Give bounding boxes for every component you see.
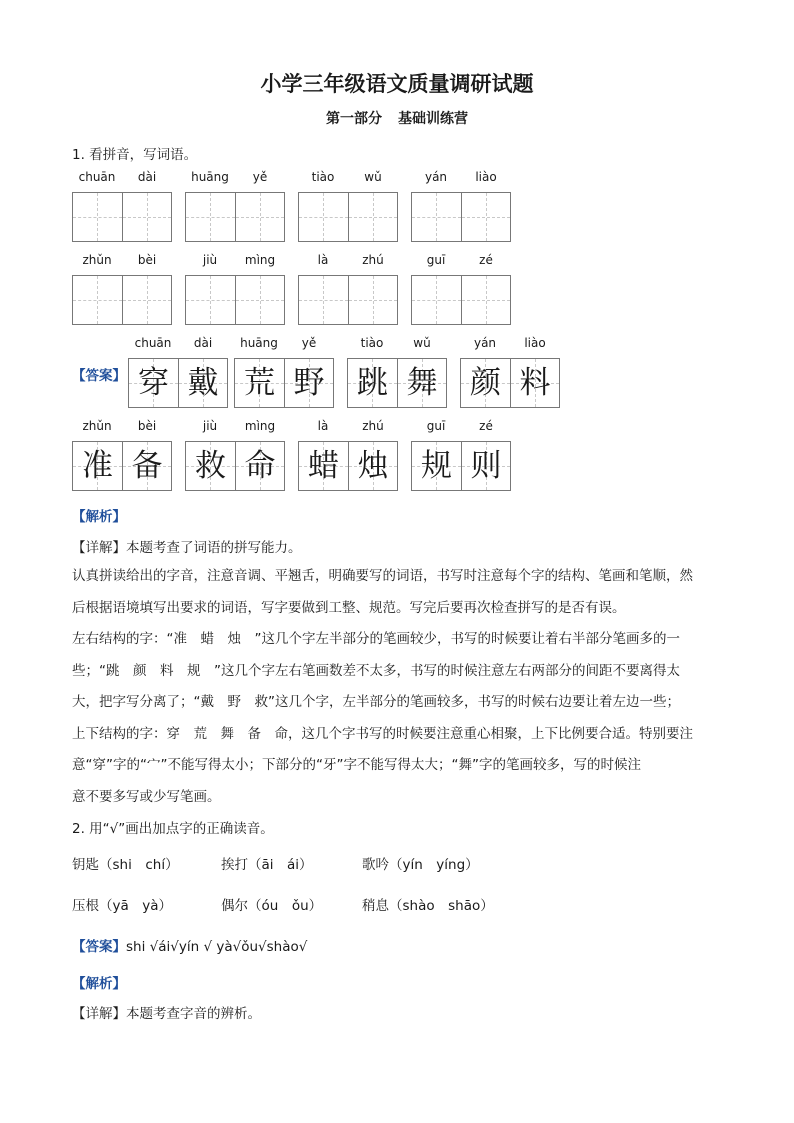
- analysis-label-1: 【解析】: [72, 509, 126, 525]
- pinyin-label: bèi: [137, 253, 157, 267]
- tianzige-cell[interactable]: [235, 276, 284, 324]
- tianzige-cell[interactable]: [73, 276, 122, 324]
- answer-text-2: shi √ái√yín √ yà√ǒu√shào√: [126, 939, 308, 955]
- tianzige-cell[interactable]: [122, 193, 171, 241]
- pinyin-label: huāng: [240, 336, 278, 350]
- tianzige-cell[interactable]: [348, 193, 397, 241]
- explanation-paragraph: [72, 561, 724, 813]
- writing-grid[interactable]: [411, 275, 511, 325]
- pinyin-label: dài: [193, 336, 213, 350]
- tianzige-cell: [412, 442, 461, 490]
- tianzige-cell[interactable]: [348, 276, 397, 324]
- answer-word-grid: [411, 441, 511, 491]
- analysis-label-2: 【解析】: [72, 976, 126, 992]
- guide-line: [210, 193, 211, 241]
- subtitle-part: 第一部分: [326, 111, 382, 127]
- answer-character: 戴: [187, 364, 219, 401]
- pinyin-label: là: [317, 419, 329, 433]
- pinyin-label: jiù: [202, 419, 218, 433]
- paragraph-line: 大，把字写分离了；“戴 野 救”这几个字，左半部分的笔画较多，书写的时候右边要让着左边一些；: [72, 694, 680, 710]
- paragraph-line: 些；“跳 颜 料 规 ”这几个字左右笔画数差不太多，书写的时候注意左右两部分的间距不要离得太: [72, 662, 680, 679]
- answer-word-grid: [185, 441, 285, 491]
- answer-character: 烛: [357, 447, 389, 484]
- answer-character: 备: [131, 447, 163, 484]
- pinyin-label: bèi: [137, 419, 157, 433]
- tianzige-cell: [186, 442, 235, 490]
- detail-label-2: 【详解】: [72, 1006, 126, 1022]
- tianzige-cell: [235, 442, 284, 490]
- paragraph-line: 意“穿”字的“宀”不能写得太小；下部分的“牙”字不能写得太大；“舞”字的笔画较多，写的时候注: [72, 757, 641, 773]
- guide-line: [323, 276, 324, 324]
- question-1-prompt: 1. 看拼音，写词语。: [72, 147, 198, 163]
- tianzige-cell: [348, 442, 397, 490]
- pinyin-label: zé: [479, 419, 493, 433]
- tianzige-cell[interactable]: [299, 276, 348, 324]
- option-item: 压根（yā yà）: [72, 898, 173, 914]
- pinyin-label: guī: [426, 419, 446, 433]
- tianzige-cell: [348, 359, 397, 407]
- answer-character: 则: [470, 447, 502, 484]
- guide-line: [97, 193, 98, 241]
- tianzige-cell[interactable]: [186, 193, 235, 241]
- tianzige-cell[interactable]: [122, 276, 171, 324]
- answer-character: 颜: [469, 364, 501, 401]
- detail-label-1: 【详解】: [72, 540, 126, 556]
- tianzige-cell[interactable]: [461, 193, 510, 241]
- paragraph-line: 认真拼读给出的字音，注意音调、平翘舌，明确要写的词语，书写时注意每个字的结构、笔画和笔顺，然: [72, 568, 693, 584]
- tianzige-cell: [284, 359, 333, 407]
- pinyin-label: tiào: [311, 170, 335, 184]
- answer-word-grid: [128, 358, 228, 408]
- tianzige-cell: [397, 359, 446, 407]
- pinyin-label: wǔ: [413, 336, 431, 350]
- detail-line-2: [72, 1002, 261, 1022]
- paragraph-line: 后根据语境填写出要求的词语，写字要做到工整、规范。写完后要再次检查拼写的是否有误。: [72, 599, 626, 616]
- answer-word-grid: [460, 358, 560, 408]
- answer-word-grid: [298, 441, 398, 491]
- tianzige-cell[interactable]: [235, 193, 284, 241]
- answer-character: 舞: [406, 364, 438, 401]
- writing-grid[interactable]: [72, 192, 172, 242]
- paragraph-line: 左右结构的字：“准 蜡 烛 ”这几个字左半部分的笔画较少，书写的时候要让着右半部分笔画多的一: [72, 631, 680, 647]
- writing-grid[interactable]: [72, 275, 172, 325]
- pinyin-label: mìng: [244, 253, 276, 267]
- detail-text-2: 本题考查字音的辨析。: [126, 1006, 261, 1022]
- answer-label-1: 【答案】: [72, 368, 126, 384]
- guide-line: [147, 276, 148, 324]
- pinyin-label: yán: [473, 336, 497, 350]
- detail-text-1: 本题考查了词语的拼写能力。: [126, 540, 302, 556]
- detail-line-1: [72, 536, 302, 556]
- guide-line: [260, 193, 261, 241]
- pinyin-label: mìng: [244, 419, 276, 433]
- subtitle-name: 基础训练营: [398, 111, 468, 127]
- option-item: 挨打（āi ái）: [221, 857, 313, 873]
- guide-line: [436, 276, 437, 324]
- section-subtitle: [0, 108, 794, 128]
- pinyin-label: tiào: [360, 336, 384, 350]
- writing-grid[interactable]: [185, 275, 285, 325]
- writing-grid[interactable]: [298, 192, 398, 242]
- guide-line: [373, 193, 374, 241]
- paragraph-line: 意不要多写或少写笔画。: [72, 788, 221, 805]
- answer-character: 准: [81, 447, 113, 484]
- writing-grid[interactable]: [185, 192, 285, 242]
- guide-line: [373, 276, 374, 324]
- pinyin-label: yán: [424, 170, 448, 184]
- pinyin-label: jiù: [202, 253, 218, 267]
- pinyin-label: zhú: [362, 419, 384, 433]
- pinyin-label: yě: [252, 170, 268, 184]
- answer-character: 蜡: [307, 447, 339, 484]
- page-title: 小学三年级语文质量调研试题: [260, 72, 534, 96]
- guide-line: [210, 276, 211, 324]
- pinyin-label: yě: [301, 336, 317, 350]
- tianzige-cell: [299, 442, 348, 490]
- pinyin-label: huāng: [191, 170, 229, 184]
- guide-line: [97, 276, 98, 324]
- tianzige-cell[interactable]: [412, 276, 461, 324]
- tianzige-cell: [129, 359, 178, 407]
- answer-label-2: 【答案】: [72, 939, 126, 955]
- guide-line: [486, 276, 487, 324]
- answer-character: 荒: [243, 364, 275, 401]
- option-item: 钥匙（shi chí）: [72, 857, 179, 873]
- guide-line: [436, 193, 437, 241]
- answer-line-2: [72, 935, 307, 955]
- option-item: 偶尔（óu ǒu）: [221, 898, 323, 914]
- tianzige-cell[interactable]: [299, 193, 348, 241]
- option-item: 稍息（shào shāo）: [362, 898, 494, 914]
- tianzige-cell: [461, 442, 510, 490]
- answer-character: 命: [244, 447, 276, 484]
- answer-character: 料: [519, 364, 551, 401]
- answer-character: 野: [293, 364, 325, 401]
- option-item: 歌吟（yín yíng）: [362, 857, 479, 873]
- tianzige-cell: [235, 359, 284, 407]
- tianzige-cell: [122, 442, 171, 490]
- answer-character: 跳: [356, 364, 388, 401]
- tianzige-cell: [510, 359, 559, 407]
- writing-grid[interactable]: [411, 192, 511, 242]
- question-2-prompt: 2. 用“√”画出加点字的正确读音。: [72, 821, 274, 837]
- guide-line: [486, 193, 487, 241]
- tianzige-cell[interactable]: [186, 276, 235, 324]
- answer-character: 救: [194, 447, 226, 484]
- pinyin-label: wǔ: [364, 170, 382, 184]
- pinyin-label: liào: [524, 336, 546, 350]
- pinyin-label: guī: [426, 253, 446, 267]
- pinyin-label: chuān: [134, 336, 172, 350]
- tianzige-cell: [178, 359, 227, 407]
- tianzige-cell: [461, 359, 510, 407]
- answer-word-grid: [347, 358, 447, 408]
- tianzige-cell[interactable]: [461, 276, 510, 324]
- answer-character: 规: [420, 447, 452, 484]
- answer-character: 穿: [137, 364, 169, 401]
- pinyin-label: zhǔn: [82, 253, 112, 267]
- answer-word-grid: [234, 358, 334, 408]
- tianzige-cell[interactable]: [73, 193, 122, 241]
- answer-word-grid: [72, 441, 172, 491]
- writing-grid[interactable]: [298, 275, 398, 325]
- guide-line: [260, 276, 261, 324]
- tianzige-cell[interactable]: [412, 193, 461, 241]
- pinyin-label: zhú: [362, 253, 384, 267]
- pinyin-label: dài: [137, 170, 157, 184]
- pinyin-label: zé: [479, 253, 493, 267]
- tianzige-cell: [73, 442, 122, 490]
- guide-line: [323, 193, 324, 241]
- paragraph-line: 上下结构的字：穿 荒 舞 备 命，这几个字书写的时候要注意重心相聚，上下比例要合适。特别要注: [72, 725, 693, 742]
- pinyin-label: zhǔn: [82, 419, 112, 433]
- pinyin-label: chuān: [78, 170, 116, 184]
- guide-line: [147, 193, 148, 241]
- pinyin-label: là: [317, 253, 329, 267]
- pinyin-label: liào: [475, 170, 497, 184]
